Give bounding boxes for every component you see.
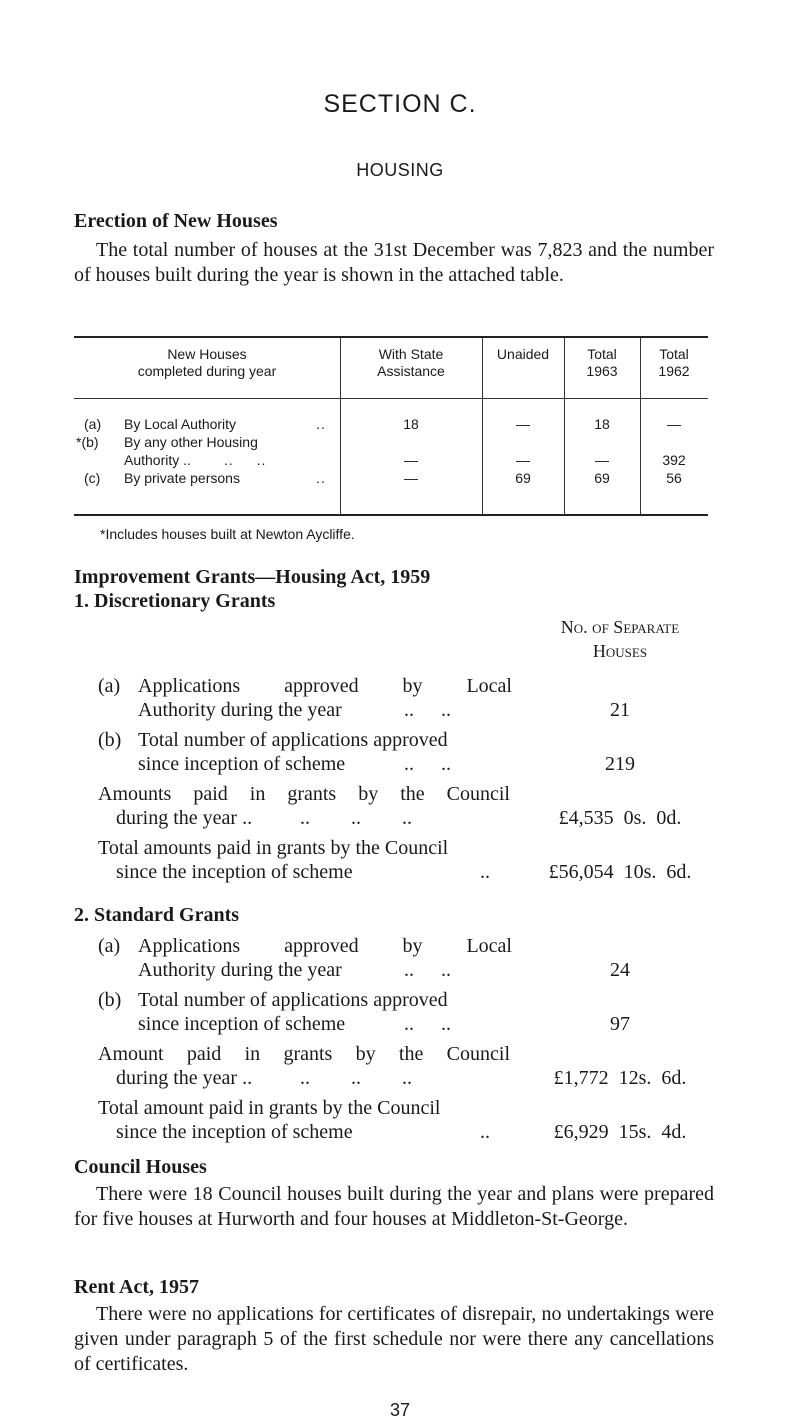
row-text-cont: Authority .. [124,452,191,468]
erection-paragraph: The total number of houses at the 31st December was 7,823 and the number of houses built during the year is shown in the attached table. [74,239,714,286]
erection-heading: Erection of New Houses [74,210,278,232]
item-value: 97 [610,1013,630,1035]
item-value: £6,929 15s. 4d. [553,1121,687,1143]
item-dots: .. .. .. [300,807,412,829]
item-value: 24 [610,959,630,981]
item-value: 219 [605,753,635,775]
cell-1963: 18 [594,416,610,432]
row-dots: .. [316,470,326,486]
item-line2: Authority during the year [138,959,342,981]
cell-state: — [404,452,418,468]
standard-heading: 2. Standard Grants [74,904,240,926]
standard-amount-total [0,1096,800,1146]
row-text: By private persons [124,470,240,486]
item-dots: .. .. [404,753,451,775]
header-total-1963: Total 1963 [586,346,618,379]
cell-1962: 392 [662,452,686,468]
item-line2: during the year .. [116,1067,253,1089]
table-footnote: *Includes houses built at Newton Aycliffe. [100,526,355,542]
item-line1: Total number of applications approved [138,989,448,1011]
header-completed: New Houses completed during year [137,346,277,379]
item-value: £1,772 12s. 6d. [553,1067,687,1089]
item-label: (b) [98,989,122,1011]
header-total-1962: Total 1962 [658,346,690,379]
row-label: (a) [84,416,102,432]
council-heading: Council Houses [74,1156,207,1178]
council-paragraph: There were 18 Council houses built during the year and plans were prepared for five houses at Hurworth and four houses at Middleton-St-George. [74,1183,714,1230]
row-label: (c) [84,470,101,486]
item-line1: Total amount paid in grants by the Council [98,1097,441,1119]
item-dots: .. .. [404,959,451,981]
item-label: (a) [98,935,121,957]
item-line2: since the inception of scheme [116,861,353,883]
header-state: With State Assistance [377,346,445,379]
item-line2: since the inception of scheme [116,1121,353,1143]
item-dots: .. [480,1121,490,1143]
page-number: 37 [389,1400,411,1420]
cell-1962: 56 [666,470,682,486]
cell-1963: — [595,452,609,468]
rent-paragraph: There were no applications for certificates of disrepair, no undertakings were given under paragraph 5 of the first schedule nor were there any cancellations of certificates. [74,1303,714,1375]
cell-1962: — [667,416,681,432]
row-dots: .. .. [224,452,267,468]
cell-unaided: — [516,416,530,432]
section-title: SECTION C. [323,90,477,118]
item-line2: Authority during the year [138,699,342,721]
standard-amount-year [0,1042,800,1092]
item-line2: during the year .. [116,807,253,829]
discretionary-amount-year [0,782,800,832]
item-label: (b) [98,729,122,751]
header-unaided: Unaided [496,346,550,362]
item-value: 21 [610,699,630,721]
item-dots: .. .. [404,1013,451,1035]
item-line1: Applications approved by Local [138,675,512,697]
rent-heading: Rent Act, 1957 [74,1276,199,1298]
column-heading-line1: No. of Separate [560,617,680,637]
row-dots: .. [316,416,326,432]
discretionary-heading: 1. Discretionary Grants [74,590,276,612]
discretionary-amount-total [0,836,800,886]
item-line1: Amount paid in grants by the Council [98,1043,510,1065]
item-dots: .. .. [404,699,451,721]
item-label: (a) [98,675,121,697]
cell-unaided: 69 [515,470,531,486]
row-text: By Local Authority [124,416,237,432]
housing-title: HOUSING [356,160,444,180]
item-line1: Total number of applications approved [138,729,448,751]
item-line2: since inception of scheme [138,753,346,775]
standard-item-b [0,988,800,1038]
improvement-heading: Improvement Grants—Housing Act, 1959 [74,566,431,588]
item-dots: .. [480,861,490,883]
cell-state: 18 [403,416,419,432]
discretionary-item-a [0,674,800,724]
row-text: By any other Housing [124,434,258,450]
cell-unaided: — [516,452,530,468]
item-line1: Amounts paid in grants by the Council [98,783,510,805]
item-dots: .. .. .. [300,1067,412,1089]
item-line2: since inception of scheme [138,1013,346,1035]
cell-1963: 69 [594,470,610,486]
item-line1: Applications approved by Local [138,935,512,957]
item-line1: Total amounts paid in grants by the Council [98,837,449,859]
houses-table [74,336,708,516]
discretionary-item-b [0,728,800,778]
item-value: £56,054 10s. 6d. [548,861,692,883]
item-value: £4,535 0s. 0d. [558,807,682,829]
row-label: *(b) [76,434,99,450]
standard-item-a [0,934,800,984]
column-heading-line2: Houses [592,641,648,661]
cell-state: — [404,470,418,486]
